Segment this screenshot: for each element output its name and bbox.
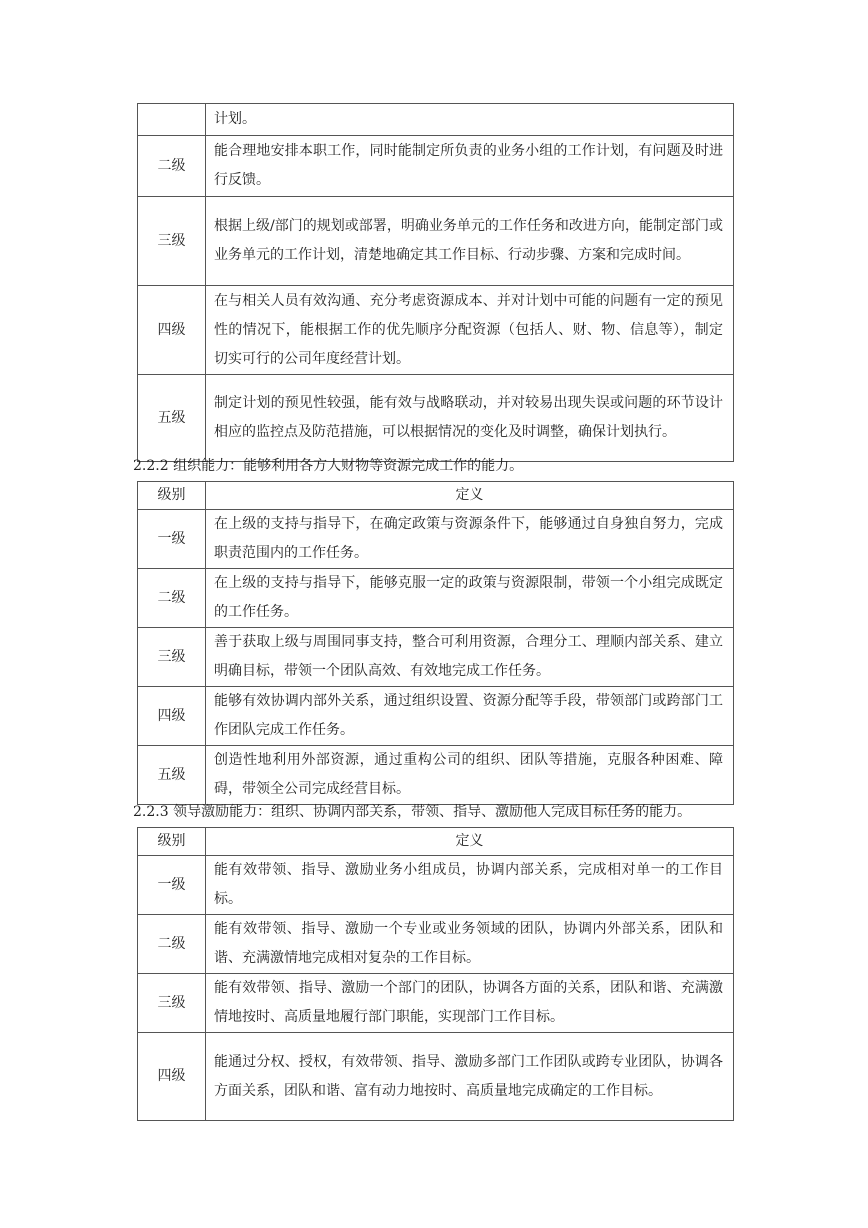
- level-cell: 三级: [138, 974, 206, 1033]
- table-row: [138, 915, 734, 974]
- level-cell: 一级: [138, 856, 206, 915]
- definition-cell: 能有效带领、指导、激励一个专业或业务领域的团队，协调内外部关系，团队和谐、充满激情地完成相对复杂的工作目标。: [206, 915, 734, 974]
- header-definition: 定义: [206, 828, 734, 856]
- organization-ability-table: [137, 481, 734, 805]
- table-row: [138, 974, 734, 1033]
- definition-cell: 在上级的支持与指导下，在确定政策与资源条件下，能够通过自身独自努力，完成职责范围内的工作任务。: [206, 510, 734, 569]
- definition-cell: 能有效带领、指导、激励业务小组成员，协调内部关系，完成相对单一的工作目标。: [206, 856, 734, 915]
- definition-cell: 在与相关人员有效沟通、充分考虑资源成本、并对计划中可能的问题有一定的预见性的情况下，能根据工作的优先顺序分配资源（包括人、财、物、信息等），制定切实可行的公司年度经营计划。: [206, 286, 734, 375]
- level-cell: 一级: [138, 510, 206, 569]
- planning-ability-table: [137, 103, 734, 462]
- header-level: 级别: [138, 482, 206, 510]
- definition-cell: 能通过分权、授权，有效带领、指导、激励多部门工作团队或跨专业团队，协调各方面关系，团队和谐、富有动力地按时、高质量地完成确定的工作目标。: [206, 1033, 734, 1121]
- level-cell: 四级: [138, 687, 206, 746]
- table-row: [138, 687, 734, 746]
- table-row: [138, 136, 734, 197]
- table-row: [138, 1033, 734, 1121]
- level-cell: 二级: [138, 136, 206, 197]
- table-row: [138, 286, 734, 375]
- level-cell: 三级: [138, 628, 206, 687]
- definition-cell: 善于获取上级与周围同事支持，整合可利用资源，合理分工、理顺内部关系、建立明确目标，带领一个团队高效、有效地完成工作任务。: [206, 628, 734, 687]
- table-header-row: [138, 482, 734, 510]
- section-heading-leadership: 2.2.3 领导激励能力：组织、协调内部关系，带领、指导、激励他人完成目标任务的能力。: [133, 804, 692, 820]
- header-level: 级别: [138, 828, 206, 856]
- table-row: [138, 510, 734, 569]
- header-definition: 定义: [206, 482, 734, 510]
- section-heading-organization: 2.2.2 组织能力：能够利用各方人财物等资源完成工作的能力。: [133, 458, 524, 474]
- level-cell: 三级: [138, 197, 206, 286]
- table-row: [138, 197, 734, 286]
- level-cell: 五级: [138, 375, 206, 462]
- table-row: [138, 856, 734, 915]
- table-row: [138, 569, 734, 628]
- definition-cell: 计划。: [206, 104, 734, 136]
- leadership-ability-table: [137, 827, 734, 1121]
- definition-cell: 制定计划的预见性较强，能有效与战略联动，并对较易出现失误或问题的环节设计相应的监控点及防范措施，可以根据情况的变化及时调整，确保计划执行。: [206, 375, 734, 462]
- table-header-row: [138, 828, 734, 856]
- level-cell: 二级: [138, 915, 206, 974]
- level-cell: [138, 104, 206, 136]
- table-row: [138, 628, 734, 687]
- level-cell: 二级: [138, 569, 206, 628]
- table-row: [138, 375, 734, 462]
- level-cell: 五级: [138, 746, 206, 805]
- definition-cell: 能有效带领、指导、激励一个部门的团队，协调各方面的关系，团队和谐、充满激情地按时、高质量地履行部门职能，实现部门工作目标。: [206, 974, 734, 1033]
- definition-cell: 根据上级/部门的规划或部署，明确业务单元的工作任务和改进方向，能制定部门或业务单元的工作计划，清楚地确定其工作目标、行动步骤、方案和完成时间。: [206, 197, 734, 286]
- level-cell: 四级: [138, 286, 206, 375]
- level-cell: 四级: [138, 1033, 206, 1121]
- definition-cell: 能合理地安排本职工作，同时能制定所负责的业务小组的工作计划，有问题及时进行反馈。: [206, 136, 734, 197]
- definition-cell: 在上级的支持与指导下，能够克服一定的政策与资源限制，带领一个小组完成既定的工作任务。: [206, 569, 734, 628]
- definition-cell: 创造性地利用外部资源，通过重构公司的组织、团队等措施，克服各种困难、障碍，带领全公司完成经营目标。: [206, 746, 734, 805]
- table-row: [138, 104, 734, 136]
- definition-cell: 能够有效协调内部外关系，通过组织设置、资源分配等手段，带领部门或跨部门工作团队完成工作任务。: [206, 687, 734, 746]
- table-row: [138, 746, 734, 805]
